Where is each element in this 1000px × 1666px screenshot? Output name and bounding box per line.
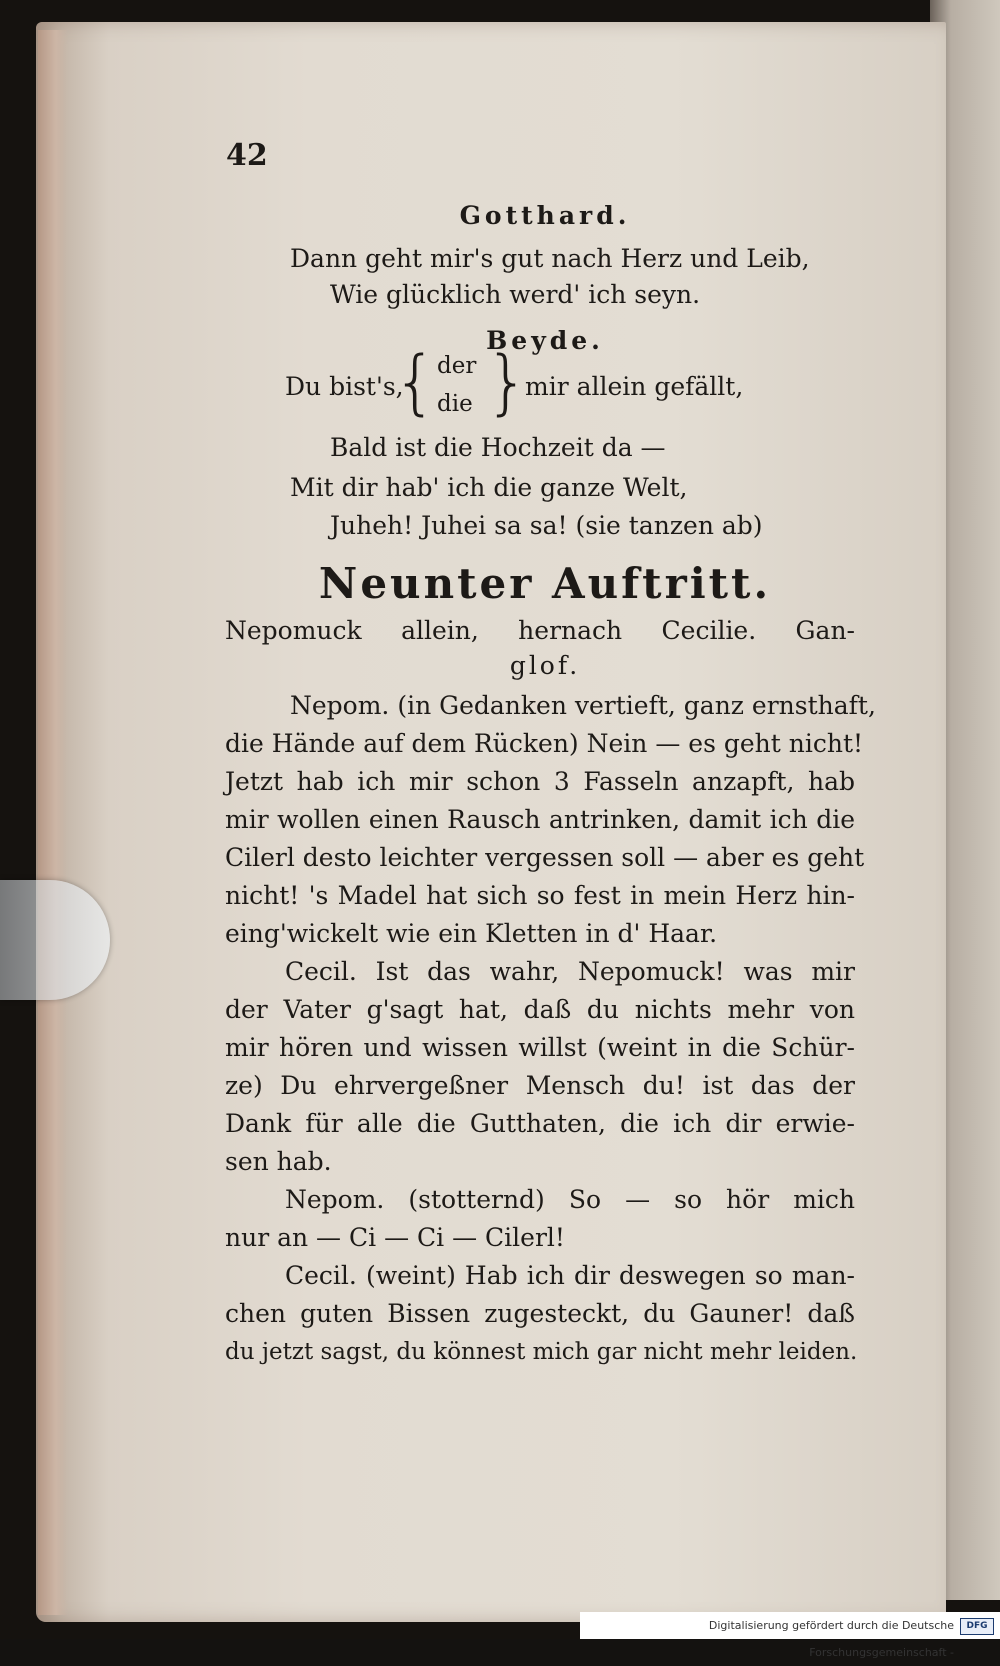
dialogue-line: die Hände auf dem Rücken) Nein — es geht nicht! <box>225 729 864 758</box>
dialogue-line: mir wollen einen Rausch antrinken, damit ich die <box>225 805 855 834</box>
dialogue-line: nicht! 's Madel hat sich so fest in mein Herz hin- <box>225 881 855 910</box>
dialogue-line: chen guten Bissen zugesteckt, du Gauner! daß <box>225 1299 855 1328</box>
brace-construction <box>285 341 805 423</box>
dialogue-line: eing'wickelt wie ein Kletten in d' Haar. <box>225 919 718 948</box>
dialogue-line: ze) Du ehrvergeßner Mensch du! ist das der <box>225 1071 855 1100</box>
brace-suffix: mir allein gefällt, <box>525 372 744 401</box>
dialogue-line: sen hab. <box>225 1147 332 1176</box>
dialogue-line: der Vater g'sagt hat, daß du nichts mehr von <box>225 995 855 1024</box>
brace-prefix: Du bist's, <box>285 372 404 401</box>
scene-heading: Neunter Auftritt. <box>318 559 772 608</box>
dialogue-line: Cilerl desto leichter vergessen soll — aber es geht <box>225 843 865 872</box>
verse-line: Mit dir hab' ich die ganze Welt, <box>290 473 688 502</box>
dialogue-line: Cecil. Ist das wahr, Nepomuck! was mir <box>285 957 855 986</box>
dialogue-line: nur an — Ci — Ci — Cilerl! <box>225 1223 565 1252</box>
verse-line: Bald ist die Hochzeit da — <box>330 433 666 462</box>
dialogue-line: Jetzt hab ich mir schon 3 Fasseln anzapft, hab <box>225 767 855 796</box>
dialogue-line: du jetzt sagst, du könnest mich gar nicht mehr leiden. <box>225 1339 858 1365</box>
digitization-footer <box>580 1612 1000 1659</box>
footer-text: Digitalisierung gefördert durch die Deutsche Forschungsgemeinschaft - <box>708 1619 954 1659</box>
dfg-logo-icon: DFG <box>960 1618 994 1635</box>
page-gutter-edge <box>38 30 68 1615</box>
brace-option: die <box>437 391 473 417</box>
dialogue-line: Nepom. (stotternd) So — so hör mich <box>285 1185 855 1214</box>
page-number: 42 <box>226 138 268 173</box>
cast-line: glof. <box>509 651 581 680</box>
left-brace-glyph: { <box>393 341 438 423</box>
brace-option: der <box>437 353 477 379</box>
speaker-beyde: Beyde. <box>486 326 604 355</box>
cast-line: Nepomuck allein, hernach Cecilie. Gan- <box>225 616 855 645</box>
dialogue-line: Cecil. (weint) Hab ich dir deswegen so man- <box>285 1261 855 1290</box>
verse-line: Wie glücklich werd' ich seyn. <box>330 280 701 309</box>
dialogue-line: mir hören und wissen willst (weint in die Schür- <box>225 1033 855 1062</box>
speaker-gotthard: Gotthard. <box>459 201 631 230</box>
right-brace-glyph: } <box>485 341 530 423</box>
dialogue-line: Dank für alle die Gutthaten, die ich dir erwie- <box>225 1109 855 1138</box>
verse-line: Juheh! Juhei sa sa! (sie tanzen ab) <box>330 511 763 540</box>
verse-line: Dann geht mir's gut nach Herz und Leib, <box>290 244 810 273</box>
dialogue-line: Nepom. (in Gedanken vertieft, ganz ernsthaft, <box>290 691 876 720</box>
